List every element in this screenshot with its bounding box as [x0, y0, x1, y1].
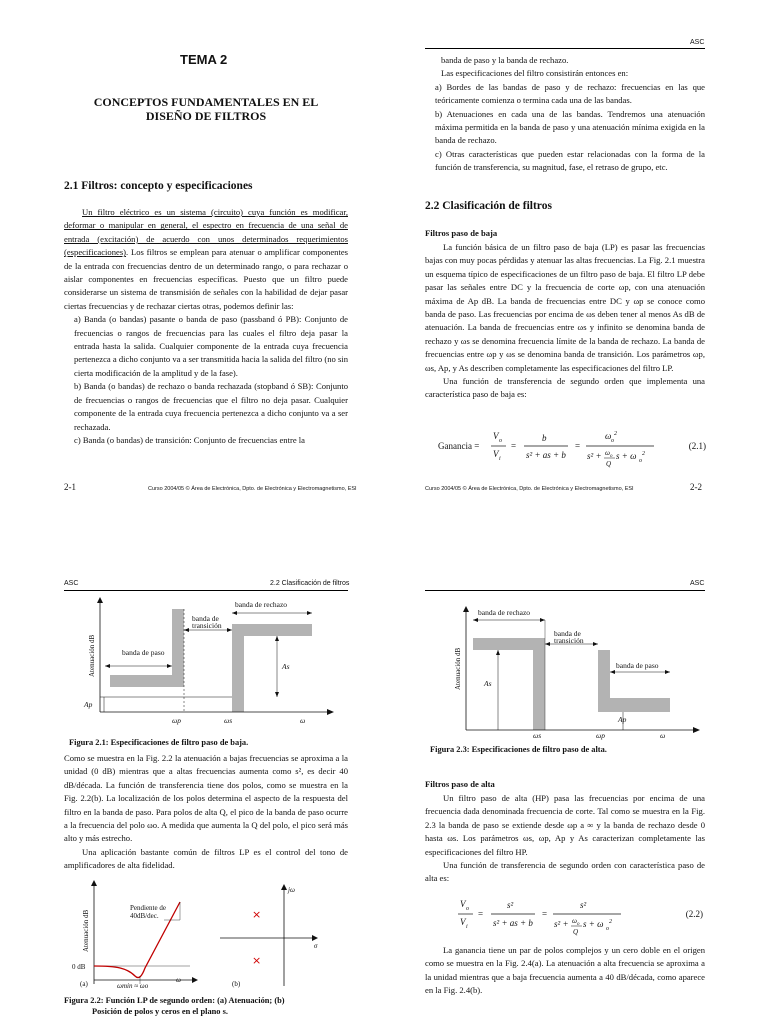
page-4-header: ASC	[690, 580, 705, 587]
page-2-header: ASC	[690, 39, 705, 46]
fig2-wmin-label: ωmin ≈ ωo	[117, 982, 149, 990]
fig1-As-label: As	[282, 662, 290, 671]
fig2-caption-line-2: Posición de polos y ceros en el plano s.	[92, 1007, 228, 1016]
section-2-1-heading: 2.1 Filtros: concepto y especificaciones	[64, 180, 253, 192]
fig3-ws-label: ωs	[533, 731, 542, 740]
fig1-reject-label: banda de rechazo	[235, 600, 288, 609]
page-2-footer: Curso 2004/05 © Área de Electrónica, Dpto. de Electrónica y Electromagnetismo, ESI	[425, 486, 634, 492]
figure-2-1-caption: Figura 2.1: Especificaciones de filtro paso de baja.	[69, 738, 249, 747]
svg-text:i: i	[499, 456, 501, 462]
svg-text:s + ω: s + ω	[616, 451, 637, 461]
pole-lower: ×	[252, 954, 262, 967]
page-3-body	[64, 752, 348, 873]
stopband-edge	[232, 624, 244, 712]
page-4-body	[425, 792, 705, 886]
fig1-wp-label: ωp	[172, 716, 182, 725]
svg-text:=: =	[478, 909, 484, 919]
svg-text:o: o	[606, 926, 609, 932]
intro-definition: Un filtro eléctrico es un sistema (circuito) cuya función es modificar, deformar o manipular en general, el espectro en frecuencia de una señal de entrada (excitación) de acuerdo con unos determinados requerimientos (especificaciones)	[64, 207, 348, 258]
transfer-function-hp	[455, 893, 625, 939]
fig1-trans-label-1: banda de	[192, 614, 219, 623]
fig2-b-label: (b)	[232, 980, 241, 988]
lowpass-description: La función básica de un filtro paso de baja (LP) es pasar las frecuencias bajas con muy pocas pérdidas y atenuar las altas frecuencias. La Fig. 2.1 muestra un esquema típico de especificaciones de un filtro paso de baja. El filtro LP debe pasar las señales entre DC y la frecuencia de corte ωp, con una atenuación máxima de Ap dB. La banda de frecuencias entre DC y ωp se conoce como banda de paso. Las frecuencias por encima de ωs deben tener al menos As dB de atenuación. La banda de frecuencias entre ωs y infinito se denomina banda de rechazo y ωs se denomina frecuencia límite de la banda de rechazo. La banda de frecuencias entre ωp y ωs se denomina banda de transición. Los parámetros ωp, ωs, Ap, y As describen completamente las especificaciones del filtro LP.	[425, 242, 705, 373]
figure-2-3-caption: Figura 2.3: Especificaciones de filtro paso de alta.	[430, 745, 607, 754]
item-transition: c) Banda (o bandas) de transición: Conjunto de frecuencias entre la	[74, 434, 305, 445]
fig3-pass-label: banda de paso	[616, 661, 659, 670]
fig1-w-label: ω	[300, 716, 306, 725]
page-4-closing	[425, 944, 705, 998]
svg-text:s² + as + b: s² + as + b	[493, 918, 533, 928]
item-passband: a) Banda (o bandas) pasante o banda de paso (passband ó PB): Conjunto de frecuencias o rangos de frecuencias para las cuales el filtro deja pasar la entrada hasta la salida. Cualquier componente de la entrada cuya frecuencia pertenezca a dicho conjunto va a ser transmitida hacia la salida del filtro (no sin cierta modificación de la amplitud y de la fase).	[74, 314, 348, 378]
svg-text:i: i	[466, 924, 468, 930]
svg-text:s² +: s² +	[587, 451, 602, 461]
transfer-function-lp	[488, 425, 658, 471]
lowpass-subheading: Filtros paso de baja	[425, 228, 498, 238]
equation-number-2-1: (2.1)	[688, 441, 706, 451]
page-3-header-right: 2.2 Clasificación de filtros	[270, 580, 350, 587]
fig2-jw-label: jω	[288, 886, 295, 894]
page-2-body	[425, 241, 705, 402]
svg-text:2: 2	[614, 431, 617, 437]
page-3-header-left: ASC	[64, 580, 79, 587]
fig2-sigma-label: σ	[314, 942, 318, 950]
equation-number-2-2: (2.2)	[685, 909, 703, 919]
fig2-ylabel: Atenuación dB	[82, 909, 90, 952]
svg-text:ω: ω	[572, 917, 577, 925]
fig3-As-label: As	[484, 679, 492, 688]
svg-text:b: b	[542, 433, 547, 443]
page-1-subtitle	[64, 95, 348, 123]
highpass-description: Un filtro paso de alta (HP) pasa las frecuencias por encima de una frecuencia dada denominada frecuencia de corte. Tal como se muestra en la Fig. 2.3 la banda de paso se extiende desde ωp a ∞ y la banda de rechazo desde 0 hasta ωs. Los parámetros ωs, ωp, Ap y As caracterizan completamente las especificaciones del filtro HP.	[425, 793, 705, 857]
svg-text:Q: Q	[606, 460, 612, 468]
fig2-caption-line-1: Figura 2.2: Función LP de segundo orden: (a) Atenuación; (b)	[64, 996, 285, 1005]
svg-text:o: o	[639, 458, 642, 464]
hp-pole-zero-description: La ganancia tiene un par de polos complejos y un cero doble en el origen como se muestra en la Fig. 2.4(a). La atenuación a alta frecuencia se aproxima a la unidad mientras que a baja frecuencia aumenta a 40 dB/década, como aparece en la Fig. 2.4(b).	[425, 945, 705, 996]
lp-application: Una aplicación bastante común de filtros LP es el control del tono de amplificadores de alta fidelidad.	[64, 846, 348, 871]
fig1-ylabel: Atenuación dB	[88, 634, 96, 677]
section-2-2-heading: 2.2 Clasificación de filtros	[425, 200, 552, 212]
item-stopband: b) Banda (o bandas) de rechazo o banda rechazada (stopband ó SB): Conjunto de frecuencias o rangos de frecuencias que el filtro no deja pasar. Cualquier componente de la entrada cuya frecuencia pertenezca a dicho conjunto va a ser rechazada.	[74, 381, 348, 432]
svg-text:V: V	[493, 449, 499, 459]
svg-text:o: o	[611, 438, 614, 444]
intro-rest: . Los filtros se emplean para atenuar o amplificar componentes de la entrada con frecuencias dentro de un determinado rango, o para rechazar o aislar componentes en frecuencias específicas. Puesto que un filtro puede considerarse un sistema de transmisión de señales con la habilidad de dejar pasar ciertas frecuencias y de rechazar ciertas otras, podemos definir las:	[64, 247, 348, 311]
spec-a: a) Bordes de las bandas de paso y de rechazo: frecuencias en las que teóricamente comienza o termina cada una de las bandas.	[435, 81, 705, 106]
highpass-transfer-intro: Una función de transferencia de segundo orden con característica paso de alta es:	[425, 860, 705, 884]
gain-label: Ganancia =	[438, 441, 480, 451]
fig3-reject-label: banda de rechazo	[478, 608, 531, 617]
svg-text:s² +: s² +	[554, 919, 569, 929]
fig1-ws-label: ωs	[224, 716, 233, 725]
page-2-spec-list	[425, 54, 705, 175]
svg-text:=: =	[511, 441, 517, 451]
fig1-pass-label: banda de paso	[122, 648, 165, 657]
svg-text:s²: s²	[507, 900, 514, 910]
passband-edge	[172, 609, 184, 687]
continuation-line: banda de paso y la banda de rechazo.	[441, 55, 569, 65]
page-1-title: TEMA 2	[180, 52, 228, 67]
page-1-number: 2-1	[64, 482, 76, 492]
hp-passband-region	[598, 698, 670, 712]
svg-text:s²: s²	[580, 900, 587, 910]
figure-2-2-caption	[64, 995, 348, 1017]
lowpass-transfer-intro: Una función de transferencia de segundo orden que implementa una característica paso de baja es:	[425, 376, 705, 400]
fig1-Ap-label: Ap	[84, 700, 93, 709]
svg-text:V: V	[460, 899, 466, 909]
fig2-zero-label: 0 dB	[72, 963, 86, 971]
svg-text:Q: Q	[573, 928, 579, 936]
svg-text:=: =	[542, 909, 548, 919]
page-3-header-rule	[64, 590, 348, 591]
equation-2-2	[455, 893, 705, 939]
subtitle-line-2: DISEÑO DE FILTROS	[145, 109, 267, 123]
equation-2-1	[438, 425, 708, 471]
page-2-number: 2-2	[690, 482, 702, 492]
highpass-subheading: Filtros paso de alta	[425, 779, 495, 789]
fig3-ylabel: Atenuación dB	[454, 647, 462, 690]
page-1-footer: Curso 2004/05 © Área de Electrónica, Dpto. de Electrónica y Electromagnetismo, ESI	[148, 486, 357, 492]
fig2-w-label: ω	[176, 976, 181, 984]
subtitle-line-1: CONCEPTOS FUNDAMENTALES EN EL	[93, 95, 319, 109]
spec-b: b) Atenuaciones en cada una de las bandas. Tendremos una atenuación máxima permitida en la banda de paso y una atenuación mínima exigida en la banda de rechazo.	[435, 108, 705, 146]
lp-second-order-description: Como se muestra en la Fig. 2.2 la atenuación a bajas frecuencias se aproxima a la unidad (0 dB) mientras que a altas frecuencias aumenta como s², es decir 40 dB/década. La función de transferencia tiene dos polos, como se muestra en la Fig. 2.2(b). La localización de los polos determina el aspecto de la respuesta del filtro en la banda de paso. Para polos de alta Q, el pico de la banda de paso ocurre a la frecuencia del polo ωo. A medida que aumenta la Q del polo, el pico será más alto y más estrecho.	[64, 753, 348, 844]
svg-text:2: 2	[642, 451, 645, 457]
figure-2-2-lp-second-order	[72, 880, 342, 992]
fig2-slope-2: 40dB/dec.	[130, 912, 159, 920]
figure-2-1-lowpass-specs	[72, 597, 342, 732]
svg-text:V: V	[493, 431, 499, 441]
fig2-a-label: (a)	[80, 980, 88, 988]
fig3-wp-label: ωp	[596, 731, 606, 740]
svg-text:o: o	[499, 438, 502, 444]
svg-text:ω: ω	[605, 431, 612, 441]
svg-text:o: o	[466, 906, 469, 912]
fig1-trans-label-2: transición	[192, 621, 222, 630]
pole-upper: ×	[252, 908, 262, 921]
fig3-trans-label-1: banda de	[554, 629, 581, 638]
page-2-header-rule	[425, 48, 705, 49]
svg-text:o: o	[610, 454, 613, 459]
svg-text:=: =	[575, 441, 581, 451]
svg-text:V: V	[460, 917, 466, 927]
spec-intro: Las especificaciones del filtro consistirán entonces en:	[441, 68, 629, 79]
fig3-Ap-label: Ap	[618, 715, 627, 724]
svg-text:s + ω: s + ω	[583, 919, 604, 929]
page-4-header-rule	[425, 590, 705, 591]
fig2-slope-1: Pendiente de	[130, 904, 166, 912]
spec-c: c) Otras características que pueden estar relacionadas con la forma de la función de transferencia, su magnitud, fase, el retraso de grupo, etc.	[435, 148, 705, 173]
fig3-trans-label-2: transición	[554, 636, 584, 645]
svg-text:s² + as + b: s² + as + b	[526, 450, 566, 460]
fig3-w-label: ω	[660, 731, 666, 740]
figure-2-3-highpass-specs	[438, 600, 708, 740]
svg-text:ω: ω	[605, 449, 610, 457]
hp-stopband-edge	[533, 638, 545, 730]
svg-text:2: 2	[609, 919, 612, 925]
svg-text:o: o	[577, 922, 580, 927]
page-1-body	[64, 206, 348, 447]
